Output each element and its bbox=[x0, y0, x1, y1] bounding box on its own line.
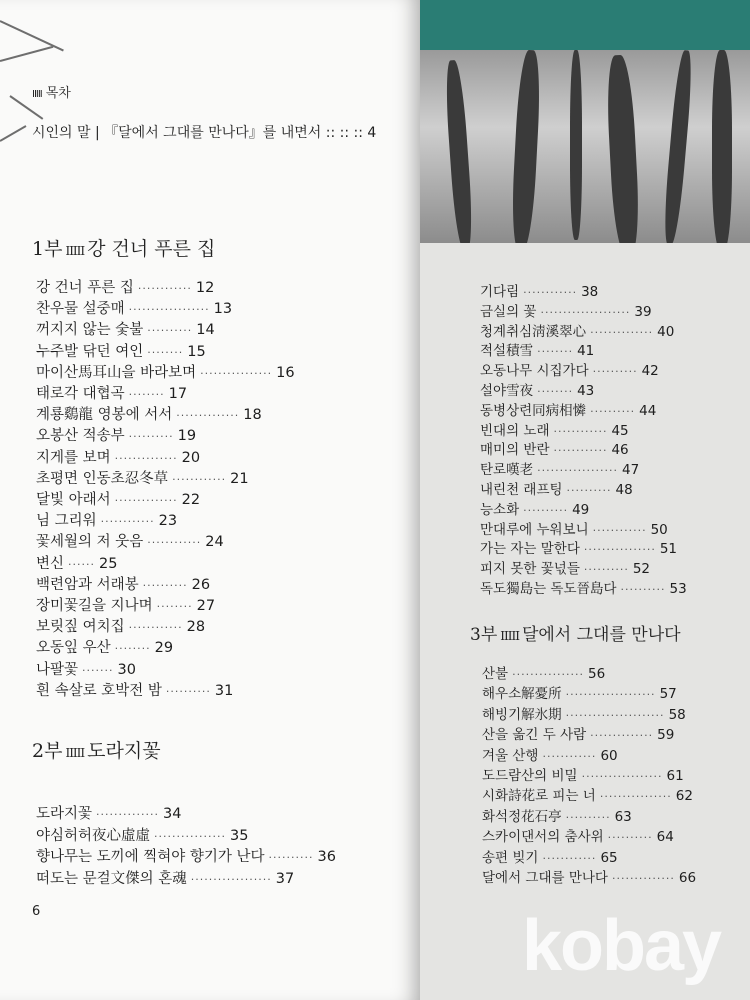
toc-entry-page: 20 bbox=[181, 449, 201, 466]
toc-entry bbox=[482, 825, 674, 845]
part1-number: 1부 bbox=[32, 238, 63, 260]
forest-photo bbox=[420, 50, 750, 243]
toc-entry bbox=[36, 488, 200, 509]
leader-dots: ·················· bbox=[190, 872, 272, 886]
toc-entry-title: 금실의 꽃 bbox=[480, 303, 537, 320]
toc-entry-page: 57 bbox=[659, 686, 677, 703]
toc-entry bbox=[36, 530, 224, 551]
part3-heading: 3부 IIIII 달에서 그대를 만나다 bbox=[470, 625, 681, 645]
leader-dots: ········ bbox=[156, 600, 193, 613]
toc-entry-title: 강 건너 푸른 집 bbox=[36, 280, 134, 296]
part3-number: 3부 bbox=[470, 625, 498, 645]
toc-entry-title: 꺼지지 않는 숯불 bbox=[36, 322, 144, 339]
toc-entry bbox=[480, 419, 629, 439]
toc-entry bbox=[36, 340, 206, 361]
toc-entry-page: 37 bbox=[275, 870, 295, 887]
toc-entry bbox=[480, 458, 639, 478]
toc-entry bbox=[36, 509, 177, 530]
toc-entry-title: 야심허허夜心虛虛 bbox=[36, 827, 151, 844]
toc-entry-page: 35 bbox=[229, 827, 249, 844]
leader-dots: ·········· bbox=[592, 365, 638, 379]
toc-entry-title: 백련암과 서래봉 bbox=[36, 576, 139, 593]
toc-label: IIIII 목차 bbox=[32, 86, 71, 101]
toc-entry-page: 18 bbox=[243, 407, 262, 424]
toc-entry-title: 향나무는 도끼에 찍혀야 향기가 난다 bbox=[36, 849, 265, 865]
toc-entry-title: 떠도는 문걸文傑의 혼魂 bbox=[36, 870, 187, 887]
toc-entry bbox=[480, 518, 668, 538]
leader-dots: ············ bbox=[523, 286, 578, 299]
toc-entry-title: 태로각 대협곡 bbox=[36, 386, 125, 402]
page-number: 6 bbox=[32, 904, 41, 919]
toc-entry-page: 15 bbox=[187, 343, 206, 360]
toc-entry-page: 19 bbox=[177, 428, 197, 445]
leader-dots: ················ bbox=[154, 829, 226, 843]
toc-entry bbox=[36, 615, 205, 636]
toc-entry-page: 46 bbox=[611, 442, 629, 459]
toc-entry-title: 해우소解憂所 bbox=[482, 686, 562, 703]
leader-dots: ·············· bbox=[114, 494, 178, 507]
toc-entry bbox=[482, 744, 618, 764]
toc-entry bbox=[480, 537, 677, 557]
leader-dots: ·················· bbox=[128, 303, 210, 317]
toc-entry bbox=[480, 339, 594, 359]
toc-entry-title: 스카이댄서의 춤사위 bbox=[482, 829, 604, 846]
toc-entry-page: 41 bbox=[577, 343, 595, 360]
leader-dots: ················ bbox=[512, 668, 585, 681]
leader-dots: ······· bbox=[82, 663, 114, 677]
leader-dots: ············ bbox=[542, 851, 597, 865]
toc-entry bbox=[480, 577, 687, 597]
leader-dots: ·················· bbox=[581, 770, 663, 783]
toc-entry-title: 님 그리워 bbox=[36, 513, 97, 530]
toc-entry bbox=[36, 424, 196, 445]
toc-entry-page: 42 bbox=[641, 363, 659, 380]
leader-dots: ···················· bbox=[540, 305, 631, 319]
leader-dots: ········ bbox=[537, 385, 574, 398]
leader-dots: ················ bbox=[583, 543, 656, 557]
leader-dots: ············ bbox=[100, 515, 155, 529]
toc-entry-title: 오봉산 적송부 bbox=[36, 428, 125, 445]
leader-dots: ·············· bbox=[114, 451, 178, 465]
toc-entry bbox=[36, 297, 232, 318]
toc-entry-title: 변신 bbox=[36, 555, 65, 572]
toc-entry-title: 능소화 bbox=[480, 501, 520, 518]
toc-entry-title: 가는 자는 말한다 bbox=[480, 541, 580, 558]
leader-dots: ···················· bbox=[565, 688, 656, 702]
toc-entry bbox=[480, 300, 652, 320]
toc-entry-title: 달에서 그대를 만나다 bbox=[482, 870, 608, 886]
toc-entry bbox=[36, 636, 173, 657]
leader-dots: ·············· bbox=[176, 409, 240, 423]
toc-entry-title: 나팔꽃 bbox=[36, 661, 79, 678]
leader-dots: ·········· bbox=[128, 430, 174, 444]
toc-entry-page: 56 bbox=[588, 666, 606, 682]
part1-heading: 1부 IIIII 강 건너 푸른 집 bbox=[32, 238, 216, 260]
leader-dots: ············ bbox=[172, 472, 227, 486]
toc-entry-page: 39 bbox=[634, 303, 652, 320]
toc-entry-title: 장미꽃길을 지나며 bbox=[36, 598, 153, 614]
toc-entry-title: 적설積雪 bbox=[480, 343, 534, 360]
toc-entry-title: 꽃세월의 저 웃음 bbox=[36, 534, 144, 551]
toc-entry-page: 21 bbox=[230, 470, 249, 487]
toc-entry-title: 만대루에 누워보니 bbox=[480, 521, 589, 538]
toc-entry bbox=[36, 658, 136, 679]
toc-entry-title: 초평면 인동초忍冬草 bbox=[36, 470, 169, 487]
toc-entry-page: 12 bbox=[195, 280, 215, 296]
toc-entry-title: 매미의 반란 bbox=[480, 442, 550, 459]
leader-dots: ·················· bbox=[537, 464, 619, 478]
toc-entry bbox=[36, 403, 262, 424]
toc-entry bbox=[482, 682, 677, 702]
leader-dots: ·········· bbox=[565, 810, 611, 824]
leader-dots: ················ bbox=[200, 366, 273, 380]
toc-entry-title: 송편 빚기 bbox=[482, 849, 539, 866]
toc-entry-title: 동병상련同病相憐 bbox=[480, 402, 587, 419]
leader-dots: ·············· bbox=[590, 325, 654, 339]
toc-entry bbox=[482, 805, 632, 825]
toc-entry-title: 화석정花石亭 bbox=[482, 808, 562, 825]
toc-entry-title: 내린천 래프팅 bbox=[480, 482, 563, 498]
toc-entry-page: 22 bbox=[181, 492, 201, 508]
toc-entry-page: 65 bbox=[600, 849, 618, 866]
toc-entry-page: 13 bbox=[213, 301, 233, 318]
toc-entry bbox=[36, 382, 187, 403]
toc-entry bbox=[480, 379, 594, 399]
toc-entry-title: 산불 bbox=[482, 666, 509, 682]
toc-entry-page: 40 bbox=[657, 323, 675, 340]
toc-entry-title: 독도獨島는 독도晉島다 bbox=[480, 581, 617, 597]
toc-entry-page: 53 bbox=[669, 581, 687, 597]
toc-entry bbox=[480, 438, 629, 458]
leader-dots: ·············· bbox=[590, 729, 654, 743]
toc-entry bbox=[480, 399, 656, 419]
toc-entry-page: 25 bbox=[99, 555, 118, 572]
toc-entry-title: 겨울 산행 bbox=[482, 747, 539, 764]
toc-entry-page: 38 bbox=[581, 284, 599, 300]
part3-title: 달에서 그대를 만나다 bbox=[521, 625, 681, 645]
toc-entry-page: 45 bbox=[611, 422, 629, 439]
toc-entry-title: 설야雪夜 bbox=[480, 383, 534, 399]
toc-entry-title: 빈대의 노래 bbox=[480, 422, 550, 439]
toc-entry bbox=[36, 802, 181, 823]
toc-entry-page: 27 bbox=[196, 598, 216, 614]
toc-entry-title: 누주발 닦던 여인 bbox=[36, 343, 144, 360]
leader-dots: ······ bbox=[68, 557, 95, 571]
leader-dots: ·········· bbox=[607, 831, 653, 845]
toc-entry-page: 66 bbox=[678, 870, 697, 886]
toc-entry-title: 달빛 아래서 bbox=[36, 492, 111, 508]
leader-dots: ·········· bbox=[523, 503, 569, 517]
leader-dots: ········ bbox=[128, 388, 165, 401]
part1-title: 강 건너 푸른 집 bbox=[87, 238, 216, 260]
leader-dots: ············ bbox=[542, 749, 597, 763]
toc-entry bbox=[480, 557, 650, 577]
leader-dots: ········ bbox=[537, 345, 574, 359]
toc-entry-title: 마이산馬耳山을 바라보며 bbox=[36, 364, 197, 381]
leader-dots: ············ bbox=[553, 424, 608, 438]
toc-entry-page: 31 bbox=[214, 682, 234, 699]
toc-entry-page: 61 bbox=[666, 768, 684, 784]
toc-entry-title: 해빙기解氷期 bbox=[482, 706, 562, 723]
toc-entry-title: 오동나무 시집가다 bbox=[480, 363, 589, 380]
toc-entry-page: 60 bbox=[600, 747, 618, 764]
leader-dots: ············ bbox=[137, 282, 192, 295]
toc-entry bbox=[36, 679, 233, 700]
toc-entry bbox=[482, 866, 696, 886]
toc-entry-page: 62 bbox=[675, 788, 693, 805]
toc-entry-title: 시화詩花로 피는 너 bbox=[482, 788, 596, 805]
toc-entry-page: 48 bbox=[615, 482, 633, 498]
toc-entry bbox=[36, 867, 294, 888]
toc-entry-page: 16 bbox=[276, 364, 295, 381]
toc-entry bbox=[36, 446, 200, 467]
toc-entry bbox=[36, 594, 215, 615]
toc-entry-title: 오동잎 우산 bbox=[36, 640, 111, 657]
leader-dots: ········ bbox=[147, 345, 184, 359]
toc-entry bbox=[36, 467, 249, 488]
toc-entry bbox=[36, 361, 295, 382]
toc-entry bbox=[36, 573, 210, 594]
toc-entry-title: 기다림 bbox=[480, 284, 520, 300]
leader-dots: ·········· bbox=[583, 563, 629, 577]
leader-dots: ············ bbox=[147, 536, 202, 550]
toc-entry-title: 찬우물 설중매 bbox=[36, 301, 125, 318]
toc-entry bbox=[36, 276, 214, 297]
toc-entry-page: 52 bbox=[632, 561, 651, 578]
leader-dots: ·········· bbox=[268, 851, 314, 864]
toc-entry-page: 24 bbox=[205, 534, 224, 551]
toc-entry-page: 43 bbox=[577, 383, 595, 399]
toc-entry-title: 지게를 보며 bbox=[36, 449, 111, 466]
toc-entry bbox=[482, 764, 684, 784]
toc-entry-page: 36 bbox=[317, 849, 336, 865]
leader-dots: ············ bbox=[553, 444, 608, 458]
leader-dots: ·········· bbox=[590, 404, 636, 418]
toc-entry-title: 산을 옮긴 두 사람 bbox=[482, 727, 587, 744]
leader-dots: ········ bbox=[114, 642, 151, 656]
toc-entry-page: 14 bbox=[196, 322, 215, 339]
toc-entry-page: 47 bbox=[622, 462, 640, 479]
toc-entry-title: 도라지꽃 bbox=[36, 806, 93, 822]
toc-entry bbox=[480, 320, 674, 340]
toc-entry-page: 59 bbox=[657, 727, 675, 744]
toc-entry-page: 64 bbox=[656, 829, 674, 846]
preface-entry: 시인의 말 | 『달에서 그대를 만나다』를 내면서 :: :: :: 4 bbox=[32, 125, 377, 141]
toc-entry-page: 23 bbox=[158, 513, 178, 530]
toc-entry-title: 흰 속살로 호박전 밤 bbox=[36, 682, 162, 699]
toc-entry bbox=[480, 280, 598, 300]
toc-entry-title: 계룡鷄龍 영봉에 서서 bbox=[36, 407, 173, 424]
toc-entry-page: 28 bbox=[186, 619, 206, 636]
toc-entry-page: 29 bbox=[154, 640, 174, 657]
toc-entry-title: 청계취심淸溪翠心 bbox=[480, 323, 587, 340]
toc-entry-page: 30 bbox=[117, 661, 136, 678]
toc-entry bbox=[482, 784, 693, 804]
toc-entry-page: 63 bbox=[614, 808, 632, 825]
leader-dots: ·············· bbox=[96, 808, 159, 821]
toc-entry-page: 51 bbox=[659, 541, 678, 558]
toc-entry-page: 50 bbox=[650, 521, 668, 538]
right-page bbox=[420, 50, 750, 1000]
part2-number: 2부 bbox=[32, 740, 63, 762]
toc-entry-page: 49 bbox=[572, 501, 590, 518]
toc-entry bbox=[482, 846, 618, 866]
toc-entry-page: 26 bbox=[191, 576, 211, 593]
toc-entry-title: 탄로嘆老 bbox=[480, 462, 534, 479]
part2-heading: 2부 IIIII 도라지꽃 bbox=[32, 740, 161, 762]
leader-dots: ······················ bbox=[565, 708, 665, 722]
toc-entry bbox=[482, 703, 686, 723]
part2-title: 도라지꽃 bbox=[87, 740, 161, 762]
toc-entry bbox=[36, 318, 215, 339]
toc-entry-page: 58 bbox=[668, 706, 686, 723]
leader-dots: ·········· bbox=[165, 684, 211, 698]
leader-dots: ············ bbox=[592, 523, 647, 537]
watermark-logo: kobay bbox=[522, 906, 721, 986]
toc-entry bbox=[36, 845, 336, 866]
toc-entry-title: 보릿짚 여치집 bbox=[36, 619, 125, 636]
toc-entry bbox=[480, 359, 659, 379]
toc-entry-page: 44 bbox=[639, 402, 657, 419]
toc-entry-title: 피지 못한 꽃넋들 bbox=[480, 561, 580, 578]
toc-entry bbox=[36, 824, 248, 845]
toc-entry-page: 34 bbox=[162, 806, 182, 822]
toc-entry-title: 도드람산의 비밀 bbox=[482, 768, 578, 784]
toc-entry bbox=[482, 662, 605, 682]
leader-dots: ·········· bbox=[142, 578, 188, 592]
toc-entry bbox=[482, 723, 674, 743]
leader-dots: ·········· bbox=[620, 583, 666, 596]
toc-entry bbox=[480, 498, 589, 518]
toc-entry bbox=[36, 552, 117, 573]
toc-entry bbox=[480, 478, 633, 498]
leader-dots: ·········· bbox=[147, 324, 193, 338]
leader-dots: ·········· bbox=[566, 484, 612, 497]
leader-dots: ·············· bbox=[611, 872, 675, 885]
toc-entry-page: 17 bbox=[168, 386, 188, 402]
leader-dots: ············ bbox=[128, 621, 183, 635]
leader-dots: ················ bbox=[599, 790, 672, 804]
